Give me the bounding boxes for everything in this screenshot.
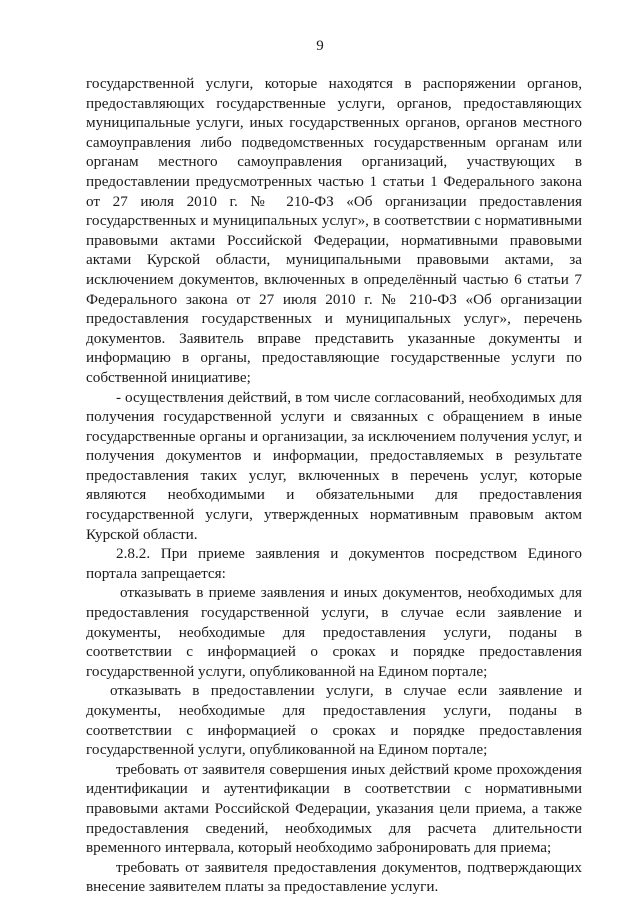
paragraph-prohibition-item: требовать от заявителя предоставления документов, подтверждающих внесение заявителем платы за предоставление услуги. — [86, 858, 582, 896]
paragraph-list-item: - осуществления действий, в том числе согласований, необходимых для получения государственной услуги и связанных с обращением в иные государственные органы и организации, за исключением получения услуг, и получения документов и информации, предоставляемых в результате предоставления таких услуг, включенных в перечень услуг, которые являются необходимыми и обязательными для предоставления государственной услуги, утвержденных нормативным правовым актом Курской области. — [86, 388, 582, 543]
document-body — [86, 74, 582, 897]
paragraph-prohibition-item: отказывать в приеме заявления и иных документов, необходимых для предоставления государственной услуги, в случае если заявление и документы, необходимые для предоставления услуги, поданы в соответствии с информацией о сроках и порядке предоставления государственной услуги, опубликованной на Едином портале; — [86, 584, 582, 680]
paragraph-list-continuation: государственной услуги, которые находятся в распоряжении органов, предоставляющих государственные услуги, органов, предоставляющих муниципальные услуги, иных государственных органов, органов местного самоуправления либо подведомственных государственным органам или органам местного самоуправления организаций, участвующих в предоставлении предусмотренных частью 1 статьи 1 Федерального закона от 27 июля 2010 г. № 210-ФЗ «Об организации предоставления государственных и муниципальных услуг», в соответствии с нормативными правовыми актами Российской Федерации, нормативными правовыми актами Курской области, муниципальными правовыми актами, за исключением документов, включенных в определённый частью 6 статьи 7 Федерального закона от 27 июля 2010 г. № 210-ФЗ «Об организации предоставления государственных и муниципальных услуг», перечень документов. Заявитель вправе представить указанные документы и информацию в органы, предоставляющие государственные услуги по собственной инициативе; — [86, 75, 582, 386]
paragraph-prohibition-item: отказывать в предоставлении услуги, в случае если заявление и документы, необходимые для предоставления услуги, поданы в соответствии с информацией о сроках и порядке предоставления государственной услуги, опубликованной на Едином портале; — [86, 682, 582, 759]
paragraph-section-2-8-2: 2.8.2. При приеме заявления и документов посредством Единого портала запрещается: — [86, 545, 582, 582]
page-number: 9 — [316, 38, 324, 54]
paragraph-prohibition-item: требовать от заявителя совершения иных действий кроме прохождения идентификации и аутентификации в соответствии с нормативными правовыми актами Российской Федерации, указания цели приема, а также предоставления сведений, необходимых для расчета длительности временного интервала, который необходимо забронировать для приема; — [86, 760, 582, 857]
